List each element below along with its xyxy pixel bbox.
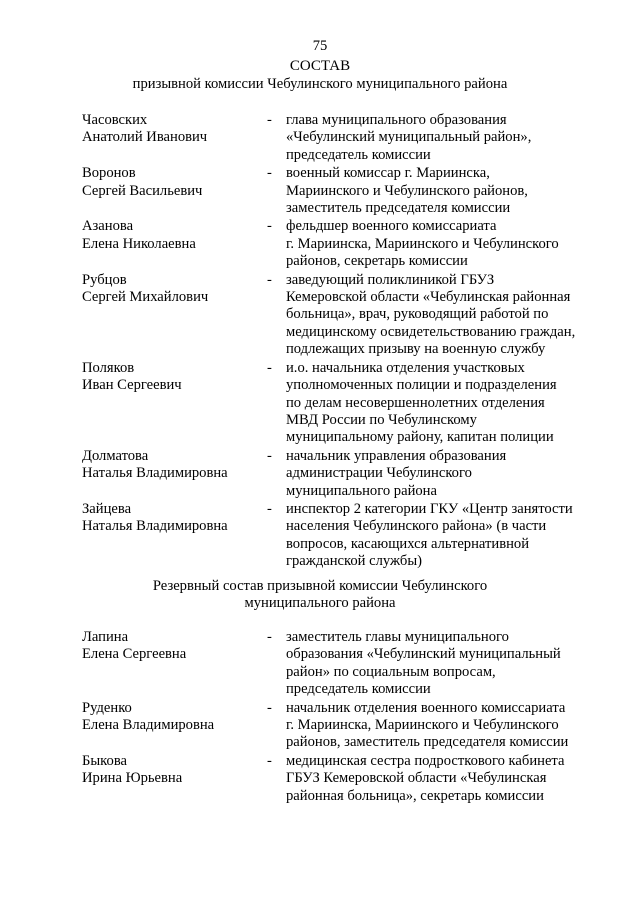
member-name xyxy=(82,501,262,571)
member-role xyxy=(286,165,586,217)
member-role-line: по делам несовершеннолетних отделения xyxy=(286,394,545,411)
member-role-line: районов, заместитель председателя комиссии xyxy=(286,734,569,751)
member-last-name: Зайцева xyxy=(82,500,132,517)
member-role-line: населения Чебулинского района» (в части xyxy=(286,518,547,535)
member-name xyxy=(82,700,262,752)
member-role-line: г. Мариинска, Мариинского и Чебулинского xyxy=(286,717,559,734)
member-entry xyxy=(82,629,602,699)
member-dash: - xyxy=(267,271,272,288)
member-last-name: Быкова xyxy=(82,752,128,769)
member-dash: - xyxy=(267,165,272,182)
member-role-line: медицинская сестра подросткового кабинета xyxy=(286,752,565,769)
member-entry xyxy=(82,360,602,447)
member-first-names: Елена Сергеевна xyxy=(82,646,187,663)
member-first-names: Елена Владимировна xyxy=(82,717,215,734)
member-role-line: Мариинского и Чебулинского районов, xyxy=(286,182,528,199)
member-role-line: районов, секретарь комиссии xyxy=(286,253,468,270)
member-role-line: МВД России по Чебулинскому xyxy=(286,411,477,428)
member-entry xyxy=(82,112,602,164)
member-name xyxy=(82,272,262,359)
member-dash: - xyxy=(267,752,272,769)
member-role-line: «Чебулинский муниципальный район», xyxy=(286,129,532,146)
member-role-line: подлежащих призыву на военную службу xyxy=(286,341,546,358)
member-last-name: Часовских xyxy=(82,112,148,128)
reserve-section-title xyxy=(0,578,640,613)
member-last-name: Лапина xyxy=(82,629,129,645)
member-name xyxy=(82,448,262,500)
member-first-names: Ирина Юрьевна xyxy=(82,770,183,787)
member-first-names: Наталья Владимировна xyxy=(82,518,228,535)
member-dash: - xyxy=(267,359,272,376)
member-role-line: г. Мариинска, Мариинского и Чебулинского xyxy=(286,235,559,252)
member-role-line: глава муниципального образования xyxy=(286,112,507,128)
member-name xyxy=(82,753,262,805)
member-role-line: уполномоченных полиции и подразделения xyxy=(286,377,557,394)
member-role-line: председатель комиссии xyxy=(286,146,431,163)
member-last-name: Руденко xyxy=(82,699,132,716)
member-role-line: муниципального района xyxy=(286,482,437,499)
member-role-line: муниципальному району, капитан полиции xyxy=(286,429,554,446)
member-first-names: Наталья Владимировна xyxy=(82,465,228,482)
member-role-line: районная больница», секретарь комиссии xyxy=(286,787,544,804)
member-role-line: ГБУЗ Кемеровской области «Чебулинская xyxy=(286,770,547,787)
member-role-line: и.о. начальника отделения участковых xyxy=(286,359,525,376)
member-entry xyxy=(82,501,602,571)
member-entry xyxy=(82,753,602,805)
member-dash: - xyxy=(267,699,272,716)
page-number: 75 xyxy=(312,38,328,54)
member-dash: - xyxy=(267,218,272,235)
member-role xyxy=(286,218,586,270)
member-dash: - xyxy=(267,629,272,645)
member-role-line: гражданской службы) xyxy=(286,553,422,570)
member-name xyxy=(82,165,262,217)
member-last-name: Рубцов xyxy=(82,271,127,288)
member-first-names: Анатолий Иванович xyxy=(82,129,208,146)
member-role-line: вопросов, касающихся альтернативной xyxy=(286,535,530,552)
member-entry xyxy=(82,448,602,500)
member-first-names: Сергей Васильевич xyxy=(82,182,203,199)
main-members-list xyxy=(82,112,602,572)
member-role xyxy=(286,360,586,447)
member-name xyxy=(82,360,262,447)
member-role-line: администрации Чебулинского xyxy=(286,465,472,482)
member-role-line: заведующий поликлиникой ГБУЗ xyxy=(286,271,495,288)
member-entry xyxy=(82,165,602,217)
member-role-line: военный комиссар г. Мариинска, xyxy=(286,165,490,182)
member-role-line: заместитель председателя комиссии xyxy=(286,200,511,217)
member-dash: - xyxy=(267,500,272,517)
member-role-line: заместитель главы муниципального xyxy=(286,629,509,645)
member-last-name: Поляков xyxy=(82,359,135,376)
member-role-line: фельдшер военного комиссариата xyxy=(286,218,497,235)
reserve-title-line: муниципального района xyxy=(244,595,396,612)
member-last-name: Азанова xyxy=(82,218,134,235)
member-role-line: больница», врач, руководящий работой по xyxy=(286,306,549,323)
member-last-name: Воронов xyxy=(82,165,136,182)
document-subtitle: призывной комиссии Чебулинского муниципального района xyxy=(132,76,508,92)
member-last-name: Долматова xyxy=(82,447,149,464)
member-role xyxy=(286,753,586,805)
member-role-line: район» по социальным вопросам, xyxy=(286,663,496,680)
member-role-line: образования «Чебулинский муниципальный xyxy=(286,646,561,663)
member-role-line: начальник отделения военного комиссариата xyxy=(286,699,566,716)
member-role xyxy=(286,700,586,752)
member-first-names: Сергей Михайлович xyxy=(82,289,209,306)
reserve-members-list xyxy=(82,629,602,806)
member-entry xyxy=(82,272,602,359)
member-role-line: председатель комиссии xyxy=(286,681,431,698)
member-dash: - xyxy=(267,112,272,128)
document-title: СОСТАВ xyxy=(289,58,351,74)
member-role-line: медицинскому освидетельствованию граждан, xyxy=(286,323,576,340)
member-dash: - xyxy=(267,447,272,464)
member-role xyxy=(286,112,586,164)
member-role xyxy=(286,272,586,359)
member-name xyxy=(82,112,262,164)
member-role xyxy=(286,448,586,500)
member-role-line: Кемеровской области «Чебулинская районная xyxy=(286,289,571,306)
member-name xyxy=(82,629,262,699)
member-entry xyxy=(82,218,602,270)
reserve-title-line: Резервный состав призывной комиссии Чебулинского xyxy=(152,578,488,594)
member-first-names: Елена Николаевна xyxy=(82,235,196,252)
member-entry xyxy=(82,700,602,752)
member-first-names: Иван Сергеевич xyxy=(82,377,182,394)
member-role xyxy=(286,501,586,571)
member-name xyxy=(82,218,262,270)
member-role xyxy=(286,629,586,699)
member-role-line: начальник управления образования xyxy=(286,447,507,464)
member-role-line: инспектор 2 категории ГКУ «Центр занятости xyxy=(286,500,573,517)
